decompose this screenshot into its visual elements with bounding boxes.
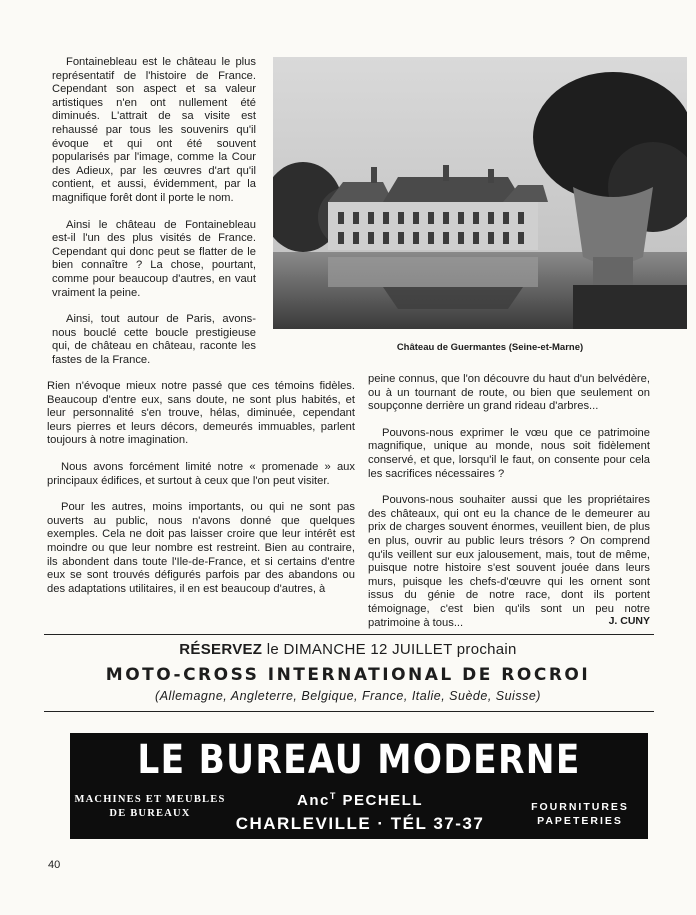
ad-ancien-abbrev: Anc (296, 792, 330, 809)
event-date: 12 JUILLET (370, 641, 453, 658)
ad-right-line-2: PAPETERIES (537, 815, 623, 827)
event-title: MOTO-CROSS INTERNATIONAL DE ROCROI (105, 665, 591, 685)
left-paragraph-3: Pour les autres, moins importants, ou qui ne sont pas ouverts au public, nous n'avons donné que quelques exemples. Cela ne doit pas laisser croire que leur intérêt est moindre ou que leur nombre est restreint. Bien au contraire, ils abondent dans toute l'Ile-de-France, et si certains d'entre eux se sont trouvés défigurés parfois par des abandons ou des adaptations utilitaires, il en est beaucoup d'autres, à (47, 501, 355, 595)
ad-title: LE BUREAU MODERNE (137, 737, 581, 783)
ad-right-line-1: FOURNITURES (531, 801, 629, 813)
ad-ancien-line (220, 791, 500, 809)
chateau-photo (273, 57, 687, 329)
date-lead: le (266, 641, 280, 658)
chateau-photo-image (273, 57, 687, 329)
left-paragraph-1: Rien n'évoque mieux notre passé que ces témoins fidèles. Beaucoup d'entre eux, sans doute, ne sont plus habités, et leur personnalité s'en trouve, hélas, diminuée, cependant leurs pierres et leurs décors, demeurés immuables, parlent toujours à notre imagination. (47, 380, 355, 447)
right-paragraph-2: Pouvons-nous souhaiter aussi que les propriétaires des châteaux, qui ont eu la chance de le demeurer au prix de charges souvent énormes, veuillent bien, de plus en plus, ouvrir au public leurs trésors ? On comprend qu'ils veillent sur eux jalousement, mais, tout de même, puisque notre histoire s'est souvent jouée dans leurs murs, puisque les chefs-d'œuvre qui les ornent sont issus du génie de notre race, dont ils portent témoignage, c'est bien qu'ils sont un peu notre patrimoine à tous... (368, 494, 650, 629)
intro-paragraph-2: Ainsi le château de Fontainebleau est-il l'un des plus visités de France. Cependant qui donc peut se flatter de le bien connaître ? La chose, pourtant, comme pour beaucoup d'autres, en vaut vraiment la peine. (52, 218, 256, 299)
ad-city-phone: CHARLEVILLE · TÉL 37-37 (235, 814, 485, 833)
event-countries: (Allemagne, Angleterre, Belgique, France, Italie, Suède, Suisse) (155, 689, 541, 703)
ad-left-line-2: DE BUREAUX (109, 808, 191, 819)
intro-text (52, 56, 256, 367)
event-day: DIMANCHE (283, 641, 366, 658)
right-column (368, 373, 650, 630)
intro-paragraph-1: Fontainebleau est le château le plus représentatif de l'histoire de France. Cependant son aspect et sa valeur artistiques n'en ont nullement été diminués. L'attrait de sa visite est rehaussé par tous les souvenirs qu'il évoque et qui ont été souvent popularisés par l'image, comme la Cour des Adieux, par les œuvres d'art qu'il contient, et aussi, évidemment, par la magnifique forêt dont il porte le nom. (52, 56, 256, 204)
left-column (47, 380, 355, 596)
reservez-word: RÉSERVEZ (179, 641, 263, 658)
reservez-line (40, 641, 656, 658)
intro-paragraph-3: Ainsi, tout autour de Paris, avons-nous bouclé cette boucle prestigieuse qui, de château en château, raconte les fastes de la France. (52, 313, 256, 366)
date-tail: prochain (456, 641, 517, 658)
ad-ancien-sup: T (329, 791, 337, 801)
photo-caption: Château de Guermantes (Seine-et-Marne) (396, 342, 584, 353)
left-paragraph-2: Nous avons forcément limité notre « promenade » aux principaux édifices, et surtout à ceux que l'on peut visiter. (47, 460, 355, 487)
bureau-moderne-ad (70, 733, 648, 839)
top-divider (44, 634, 654, 635)
ad-left-text (70, 793, 230, 821)
author-signature: J. CUNY (608, 615, 650, 627)
bottom-divider (44, 711, 654, 712)
right-paragraph-1: Pouvons-nous exprimer le vœu que ce patrimoine magnifique, unique au monde, nous soit fidèlement conservé, et que, lorsqu'il le faut, on consente pour cela les sacrifices nécessaires ? (368, 426, 650, 480)
ad-left-line-1: MACHINES ET MEUBLES (74, 794, 226, 805)
right-continuation: peine connus, que l'on découvre du haut d'un belvédère, ou à un tournant de route, ou bien que seulement on soupçonne derrière un grand rideau d'arbres... (368, 373, 650, 413)
page-number: 40 (48, 859, 61, 871)
ad-right-text (510, 800, 650, 828)
ad-ancien-name: PECHELL (342, 792, 424, 809)
